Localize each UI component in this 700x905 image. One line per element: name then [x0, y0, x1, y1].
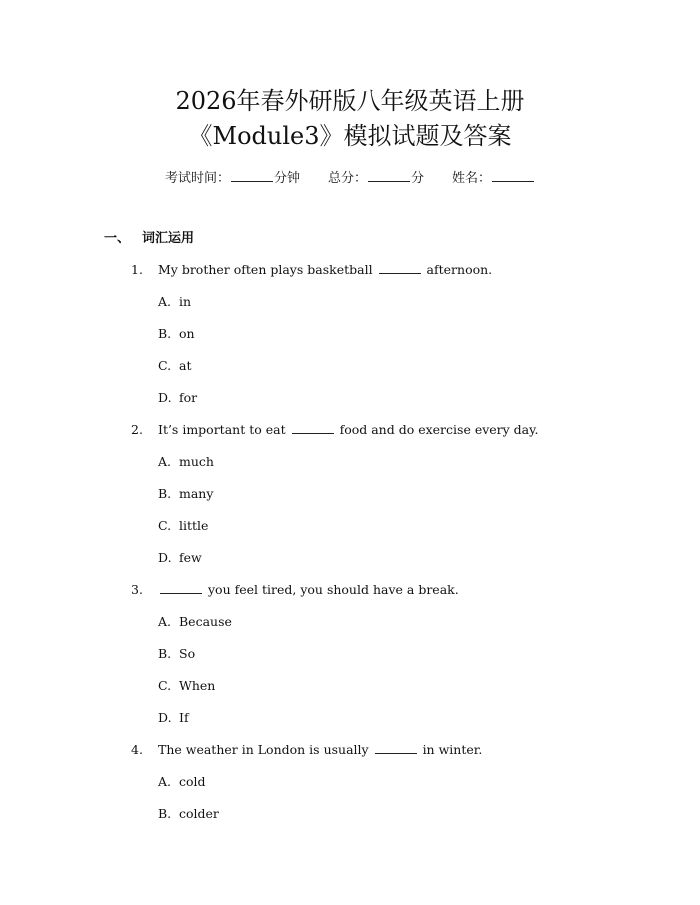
option-3-3 — [158, 678, 215, 694]
question-4 — [131, 742, 482, 758]
question-3 — [131, 582, 459, 598]
answer-blank — [379, 262, 421, 274]
option-text: many — [179, 486, 214, 501]
option-letter: B. — [158, 486, 172, 501]
option-text: cold — [179, 774, 206, 789]
answer-blank — [375, 742, 417, 754]
option-letter: D. — [158, 390, 172, 405]
section-number: 一、 — [104, 231, 131, 246]
option-1-1 — [158, 294, 191, 310]
question-text-before: It’s important to eat — [158, 422, 286, 437]
option-2-1 — [158, 454, 214, 470]
question-1 — [131, 262, 492, 278]
option-letter: A. — [158, 294, 172, 309]
option-letter: C. — [158, 358, 172, 373]
answer-blank — [292, 422, 334, 434]
option-2-2 — [158, 486, 213, 502]
option-letter: A. — [158, 774, 172, 789]
option-letter: B. — [158, 806, 172, 821]
option-2-3 — [158, 518, 208, 534]
time-unit: 分钟 — [273, 171, 300, 186]
option-text: So — [179, 646, 196, 661]
question-text-after: in winter. — [422, 742, 483, 757]
question-number: 1. — [131, 262, 143, 277]
option-3-1 — [158, 614, 232, 630]
option-letter: C. — [158, 518, 172, 533]
question-text-before: The weather in London is usually — [158, 742, 369, 757]
option-text: for — [179, 390, 198, 405]
question-text-after: food and do exercise every day. — [339, 422, 539, 437]
question-text-after: you feel tired, you should have a break. — [207, 582, 459, 597]
name-blank — [492, 168, 534, 182]
option-1-3 — [158, 358, 191, 374]
question-number: 2. — [131, 422, 143, 437]
option-text: at — [179, 358, 192, 373]
time-blank — [231, 168, 273, 182]
option-text: few — [179, 550, 202, 565]
name-label: 姓名： — [452, 171, 492, 186]
section-heading — [104, 230, 194, 248]
exam-info — [0, 168, 700, 188]
option-letter: D. — [158, 550, 172, 565]
option-text: on — [179, 326, 195, 341]
option-letter: A. — [158, 614, 172, 629]
question-number: 3. — [131, 582, 143, 597]
option-text: in — [179, 294, 192, 309]
option-letter: D. — [158, 710, 172, 725]
option-3-4 — [158, 710, 189, 726]
score-blank — [368, 168, 410, 182]
section-title: 词汇运用 — [142, 231, 195, 246]
option-letter: C. — [158, 678, 172, 693]
option-1-2 — [158, 326, 195, 342]
page-title-line1: 2026年春外研版八年级英语上册 — [175, 87, 525, 115]
option-4-2 — [158, 806, 219, 822]
option-text: When — [179, 678, 216, 693]
answer-blank — [160, 582, 202, 594]
option-text: If — [179, 710, 189, 725]
option-text: Because — [179, 614, 232, 629]
option-4-1 — [158, 774, 206, 790]
option-1-4 — [158, 390, 197, 406]
question-2 — [131, 422, 539, 438]
page-title-line2: 《Module3》模拟试题及答案 — [188, 122, 512, 150]
option-letter: B. — [158, 326, 172, 341]
option-letter: B. — [158, 646, 172, 661]
option-text: little — [179, 518, 209, 533]
question-text-after: afternoon. — [426, 262, 493, 277]
score-label: 总分： — [327, 171, 367, 186]
option-text: much — [179, 454, 214, 469]
option-3-2 — [158, 646, 195, 662]
score-unit: 分 — [411, 171, 425, 186]
question-text-before: My brother often plays basketball — [158, 262, 373, 277]
option-text: colder — [179, 806, 219, 821]
option-letter: A. — [158, 454, 172, 469]
question-number: 4. — [131, 742, 143, 757]
time-label: 考试时间： — [164, 171, 230, 186]
option-2-4 — [158, 550, 202, 566]
